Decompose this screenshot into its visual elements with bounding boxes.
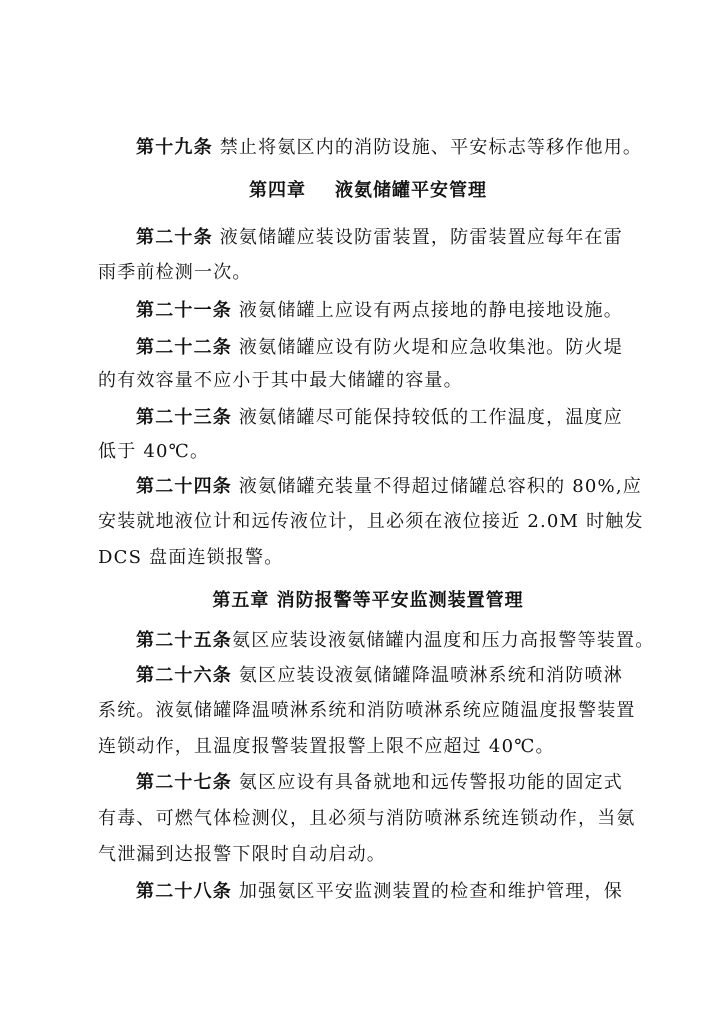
article-number: 第二十五条 bbox=[136, 630, 232, 651]
article-text: 液氨储罐上应设有两点接地的静电接地设施。 bbox=[232, 300, 623, 321]
article-number: 第二十六条 bbox=[136, 665, 232, 686]
article-27-line-3: 气泄漏到达报警下限时自动启动。 bbox=[98, 844, 386, 865]
article-20-line-2: 雨季前检测一次。 bbox=[98, 262, 252, 283]
article-26-line-1 bbox=[136, 661, 638, 691]
article-23-line-1 bbox=[136, 403, 638, 433]
article-24-line-1 bbox=[136, 472, 642, 502]
article-text: 氨区应设有具备就地和远传警报功能的固定式 bbox=[232, 772, 623, 793]
article-number: 第二十二条 bbox=[136, 337, 232, 358]
article-26-line-2: 系统。液氨储罐降温喷淋系统和消防喷淋系统应随温度报警装置 bbox=[98, 700, 636, 721]
article-text: 液氨储罐充装量不得超过储罐总容积的 80%,应 bbox=[232, 476, 642, 497]
article-19-line-1 bbox=[136, 133, 643, 163]
article-text: 禁止将氨区内的消防设施、平安标志等移作他用。 bbox=[212, 137, 643, 158]
article-number: 第二十四条 bbox=[136, 476, 232, 497]
article-number: 第十九条 bbox=[136, 137, 213, 158]
chapter-4-heading: 第四章 液氨储罐平安管理 bbox=[248, 180, 488, 201]
article-number: 第二十三条 bbox=[136, 407, 232, 428]
article-number: 第二十八条 bbox=[136, 881, 232, 902]
article-text: 液氨储罐尽可能保持较低的工作温度，温度应 bbox=[232, 407, 623, 428]
article-21-line-1 bbox=[136, 296, 638, 326]
article-text: 液氨储罐应装设防雷装置，防雷装置应每年在雷 bbox=[212, 227, 623, 248]
article-22-line-1 bbox=[136, 333, 638, 363]
article-24-line-3: DCS 盘面连锁报警。 bbox=[98, 547, 284, 568]
article-23-line-2: 低于 40℃。 bbox=[98, 441, 210, 462]
article-26-line-3: 连锁动作，且温度报警装置报警上限不应超过 40℃。 bbox=[98, 736, 555, 757]
article-20-line-1 bbox=[136, 223, 638, 253]
article-28-line-1 bbox=[136, 877, 638, 907]
article-number: 第二十七条 bbox=[136, 772, 232, 793]
article-text: 氨区应装设液氨储罐降温喷淋系统和消防喷淋 bbox=[232, 665, 623, 686]
article-27-line-2: 有毒、可燃气体检测仪，且必须与消防喷淋系统连锁动作，当氨 bbox=[98, 808, 636, 829]
article-number: 第二十条 bbox=[136, 227, 213, 248]
article-text: 加强氨区平安监测装置的检查和维护管理，保 bbox=[232, 881, 623, 902]
chapter-5-heading: 第五章 消防报警等平安监测装置管理 bbox=[212, 590, 524, 611]
article-27-line-1 bbox=[136, 768, 638, 798]
article-24-line-2: 安装就地液位计和远传液位计，且必须在液位接近 2.0M 时触发 bbox=[98, 511, 644, 532]
article-text: 氨区应装设液氨储罐内温度和压力高报警等装置。 bbox=[232, 630, 655, 651]
article-text: 液氨储罐应设有防火堤和应急收集池。防火堤 bbox=[232, 337, 623, 358]
article-number: 第二十一条 bbox=[136, 300, 232, 321]
article-25-line-1 bbox=[136, 626, 655, 656]
article-22-line-2: 的有效容量不应小于其中最大储罐的容量。 bbox=[98, 370, 463, 391]
